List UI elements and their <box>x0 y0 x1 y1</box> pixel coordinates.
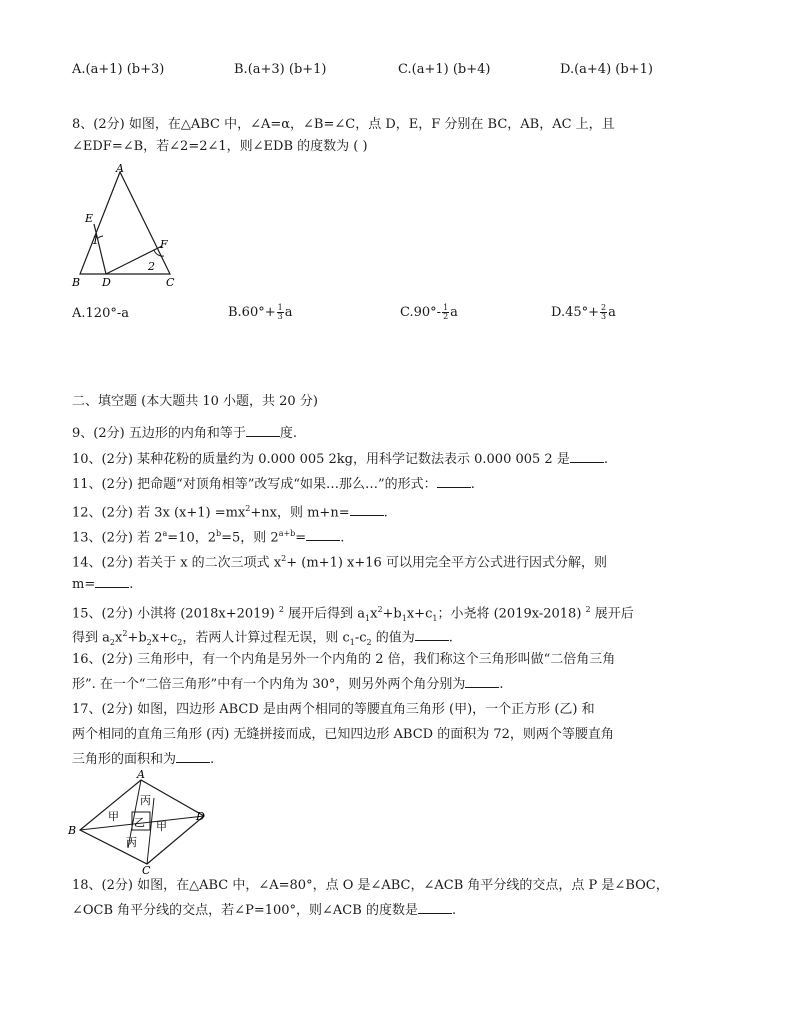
q16-line1: 16、(2分) 三角形中，有一个内角是另外一个内角的 2 倍，我们称这个三角形叫做“二倍角三角 <box>72 652 616 667</box>
question-text: -c <box>354 630 367 646</box>
q14-line1 <box>72 549 607 573</box>
q9 <box>72 424 297 444</box>
period: . <box>383 505 388 521</box>
option-text: (a+3) (b+1) <box>247 62 327 77</box>
subscript: 1 <box>401 613 407 623</box>
q11 <box>72 475 475 495</box>
option-label: C. <box>398 62 412 77</box>
answer-blank[interactable] <box>415 628 449 641</box>
label-b: B <box>68 824 77 837</box>
subscript: 1 <box>432 613 438 623</box>
q8-line2: ∠EDF=∠B，若∠2=2∠1，则∠EDB 的度数为 ( ) <box>72 139 368 154</box>
q8-line1: 8、(2分) 如图，在△ABC 中，∠A=α，∠B=∠C，点 D，E，F 分别在 BC，AB，AC 上，且 <box>72 117 615 132</box>
question-text: =10，2 <box>167 530 216 546</box>
q17-line1: 17、(2分) 如图，四边形 ABCD 是由两个相同的等腰直角三角形 (甲)，一个正方形 (乙) 和 <box>72 702 595 717</box>
section-title: 二、填空题 (本大题共 10 小题，共 20 分) <box>72 394 318 409</box>
question-text: =5，则 2 <box>221 530 279 546</box>
label-yi: 乙 <box>134 816 145 829</box>
triangle-abc <box>80 172 170 274</box>
superscript: 2 <box>278 605 284 614</box>
q8-option-a <box>72 306 129 321</box>
period: . <box>451 903 457 918</box>
question-text: = <box>295 530 307 546</box>
q10 <box>72 450 608 470</box>
subscript: 2 <box>366 637 372 647</box>
question-text: x+c <box>406 606 433 622</box>
question-text: + (m+1) x+16 可以用完全平方公式进行因式分解，则 <box>286 555 607 571</box>
label-e: E <box>85 212 94 225</box>
question-text: 三角形的面积和为 <box>72 752 177 767</box>
answer-blank[interactable] <box>95 575 129 588</box>
superscript: 2 <box>245 504 251 513</box>
label-d: D <box>196 810 205 823</box>
question-text: ；小尧将 (2019x-2018) <box>437 606 586 622</box>
numerator: 2 <box>601 303 607 312</box>
answer-blank[interactable] <box>306 528 340 541</box>
question-text: m= <box>72 577 96 592</box>
denominator: 3 <box>601 312 607 321</box>
option-text: a <box>608 305 616 320</box>
option-text: (a+1) (b+4) <box>411 62 491 77</box>
question-text: 展开后得到 a <box>283 606 365 622</box>
question-text: 得到 a <box>72 630 110 646</box>
label-jia-1: 甲 <box>108 810 119 823</box>
denominator: 3 <box>277 312 283 321</box>
option-text: C.90°- <box>400 305 442 320</box>
q15-line2 <box>72 624 453 653</box>
q14-line2 <box>72 575 133 595</box>
question-text: 形”. 在一个“二倍三角形”中有一个内角为 30°，则另外两个角分别为 <box>72 677 466 692</box>
q8-option-c <box>400 304 458 321</box>
q7-option-a <box>72 62 164 77</box>
question-text: 10、(2分) 某种花粉的质量约为 0.000 005 2kg，用科学记数法表示 0.000 005 2 是 <box>72 452 570 467</box>
inner-line <box>147 798 154 864</box>
fraction <box>277 304 284 321</box>
q8-option-d <box>551 304 616 321</box>
fraction <box>600 304 607 321</box>
q12 <box>72 499 388 523</box>
subscript: 1 <box>365 613 371 623</box>
q17-line2: 两个相同的直角三角形 (丙) 无缝拼接而成，已知四边形 ABCD 的面积为 72，则两个等腰直角 <box>72 727 614 742</box>
q13 <box>72 524 344 548</box>
question-text: +b <box>382 606 402 622</box>
period: . <box>603 452 608 467</box>
label-b: B <box>72 276 81 288</box>
superscript: 2 <box>122 629 128 638</box>
option-text: a <box>450 305 458 320</box>
label-jia-2: 甲 <box>156 820 167 833</box>
period: . <box>340 530 345 546</box>
label-bing-2: 丙 <box>126 836 137 849</box>
question-text: 展开后 <box>590 606 634 622</box>
q7-option-d <box>560 62 653 77</box>
period: . <box>129 577 134 592</box>
q16-line2 <box>72 675 504 695</box>
question-text: 度. <box>279 426 297 441</box>
label-c: C <box>166 276 175 288</box>
q7-option-b <box>234 62 327 77</box>
q17-quadrilateral-figure <box>66 768 214 876</box>
question-text: +b <box>127 630 147 646</box>
question-text: x <box>114 630 123 646</box>
period: . <box>470 477 475 492</box>
q8-option-b <box>228 304 292 321</box>
label-a: A <box>116 162 124 175</box>
q17-line3 <box>72 750 214 770</box>
option-label: A. <box>72 62 86 77</box>
period: . <box>448 630 453 646</box>
option-label: D. <box>560 62 575 77</box>
period: . <box>210 752 215 767</box>
answer-blank[interactable] <box>350 503 384 516</box>
superscript: 2 <box>377 605 383 614</box>
q18-line2 <box>72 901 456 921</box>
question-text: ，若两人计算过程无误，则 c <box>182 630 350 646</box>
label-bing-1: 丙 <box>140 794 151 807</box>
question-text: x <box>370 606 378 622</box>
question-text: 11、(2分) 把命题“对顶角相等”改写成“如果…那么…”的形式： <box>72 477 437 492</box>
label-1: 1 <box>92 234 99 247</box>
question-text: 15、(2分) 小淇将 (2018x+2019) <box>72 606 279 622</box>
question-text: 13、(2分) 若 2 <box>72 530 163 546</box>
period: . <box>499 677 504 692</box>
subscript: 2 <box>109 637 115 647</box>
label-d: D <box>102 276 111 288</box>
fraction <box>442 304 449 321</box>
question-text: 12、(2分) 若 3x (x+1) =mx <box>72 505 246 521</box>
superscript: b <box>216 529 222 538</box>
option-text: a <box>284 305 293 320</box>
subscript: 2 <box>146 637 152 647</box>
answer-blank[interactable] <box>418 901 452 914</box>
option-text: A.120°-a <box>72 306 129 321</box>
superscript: 2 <box>585 605 591 614</box>
q7-option-c <box>398 62 490 77</box>
question-text: 的值为 <box>371 630 415 646</box>
label-c: C <box>142 864 151 876</box>
numerator: 1 <box>443 303 449 312</box>
label-2: 2 <box>148 260 155 273</box>
answer-blank[interactable] <box>437 475 471 488</box>
option-text: (a+1) (b+3) <box>85 62 165 77</box>
subscript: 1 <box>349 637 355 647</box>
answer-blank[interactable] <box>246 424 280 437</box>
label-a: A <box>137 768 145 781</box>
option-text: (a+4) (b+1) <box>574 62 653 77</box>
option-text: B.60°+ <box>228 305 276 320</box>
superscript: 2 <box>281 554 287 563</box>
label-f: F <box>160 238 168 251</box>
question-text: +nx，则 m+n= <box>250 505 350 521</box>
numerator: 1 <box>277 303 283 312</box>
question-text: ∠OCB 角平分线的交点，若∠P=100°，则∠ACB 的度数是 <box>72 903 418 918</box>
question-text: 14、(2分) 若关于 x 的二次三项式 x <box>72 555 282 571</box>
segment-ed <box>94 224 106 274</box>
q18-line1: 18、(2分) 如图，在△ABC 中，∠A=80°，点 O 是∠ABC，∠ACB 角平分线的交点，点 P 是∠BOC， <box>72 878 669 893</box>
answer-blank[interactable] <box>570 450 604 463</box>
superscript: a <box>162 529 168 538</box>
question-text: x+c <box>151 630 178 646</box>
option-label: B. <box>234 62 248 77</box>
superscript: a+b <box>278 529 296 538</box>
answer-blank[interactable] <box>465 675 499 688</box>
subscript: 2 <box>177 637 183 647</box>
question-text: 9、(2分) 五边形的内角和等于 <box>72 426 246 441</box>
answer-blank[interactable] <box>176 750 210 763</box>
q8-triangle-figure <box>70 162 182 288</box>
option-text: D.45°+ <box>551 305 600 320</box>
denominator: 2 <box>443 312 449 321</box>
